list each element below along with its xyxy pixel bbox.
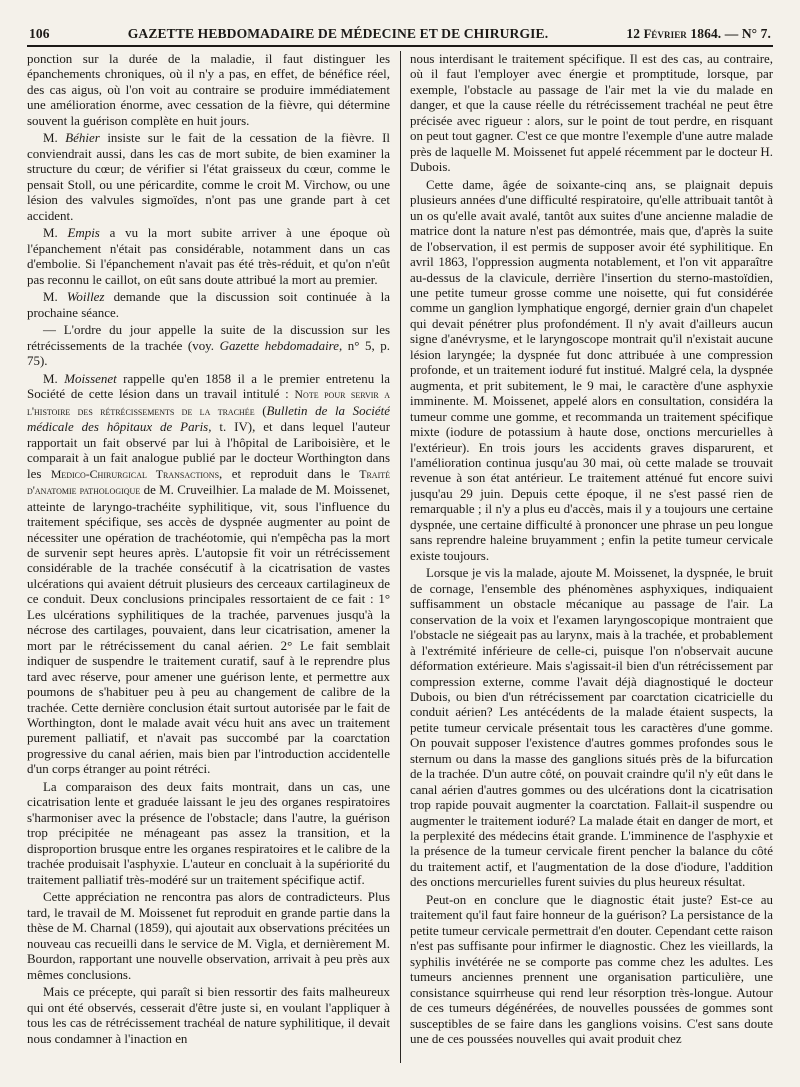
text-run: , et reproduit dans le (219, 465, 360, 481)
smallcaps-text: Traité d'anatomie pathologique (27, 466, 390, 498)
italic-text: Bulletin de la Société médicale des hôpitaux de Paris (27, 402, 390, 435)
text-run: demande que la discussion soit continuée à la prochaine séance. (27, 289, 390, 320)
paragraph (27, 289, 390, 320)
text-run: Cette dame, âgée de soixante-cinq ans, se plaignait depuis plusieurs années d'une difficulté respiratoire, qu'elle attribuait tantôt à un os qu'elle avait avalé, tantôt aux suites d'une ancienne maladie de matrice dont la nature n'est pas démontrée, mais que, d'après la suite de l'observation, il est permis de supposer avoir été syphilitique. En avril 1863, l'oppression augmenta notablement, et l'on vit apparaître au-dessus de la clavicule, derrière l'insertion du sterno-mastoïdien, une petite tumeur grosse comme une noisette, qui fut considérée comme un ganglion lymphatique engorgé, dernier grain d'un chapelet qui devait pénétrer plus profondément. Il n'y avait d'ailleurs aucun signe d'anévrysme, et le laryngoscope montrait qu'il n'existait aucune lésion laryngée; la dyspnée fut donc attribuée à une compression profonde, et un traitement ioduré fut institué. Malgré cela, la dyspnée augmenta, et prit subitement, le 9 mai, le caractère d'une asphyxie imminente. M. Moissenet, appelé alors en consultation, considéra la tumeur comme une gomme, et recommanda un traitement spécifique mixte (iodure de potassium à haute dose, onctions mercurielles à l'extérieur). En trois jours les accidents graves disparurent, et l'amélioration continua jusqu'au 30 mai, où cette malade se trouvait revenue à son état antérieur. Le traitement atténué fut encore suivi jusqu'au 29 juin. Depuis cette époque, il ne s'est passé rien de remarquable ; il n'y a plus eu d'accès, mais il y a toujours une certaine dyspnée, une certaine difficulté à prononcer une phrase un peu longue sans reprendre haleine bruyamment ; enfin la petite tumeur cervicale existe toujours. (410, 176, 773, 563)
left-column (27, 51, 390, 1071)
text-run: Cette appréciation ne rencontra pas alors de contradicteurs. Plus tard, le travail de M. Moissenet fut reproduit en grande partie dans la thèse de M. Charnal (1859), qui ajoutait aux observations précitées un nouveau cas recueilli dans le service de M. Vigla, et dernièrement M. Bourdon, rapportant une nouvelle observation, arrivait à peu près aux mêmes conclusions. (27, 889, 390, 982)
paragraph (27, 371, 390, 777)
issue-number: — N° 7. (724, 26, 771, 41)
paragraph (410, 51, 773, 175)
issue-date (626, 26, 771, 42)
date-month: Février (643, 27, 687, 41)
text-run: de M. Cruveilhier. La malade de M. Moissenet, atteinte de laryngo-trachéite syphilitique, vit, sous l'influence du traitement spécifique, ses accès de dyspnée augmenter au point de nécessiter une opération de trachéotomie, qui n'empêcha pas la mort de survenir sept heures après. L'autopsie fit voir un rétrécissement considérable de la trachée consécutif à la cicatrisation de vastes ulcérations qui avaient détruit plusieurs des cerceaux cartilagineux de ce conduit. Deux conclusions principales ressortaient de ce fait : 1° Les ulcérations syphilitiques de la trachée, parvenues jusqu'à la nécrose des cartilages, pouvaient, dans leur cicatrisation, amener la mort par le rétrécissement du canal aérien. 2° Le fait semblait indiquer de suspendre le traitement curatif, sauf à le reprendre plus tard avec réserve, pour amener une guérison lente, et permettre aux poumons de s'habituer peu à peu au changement de calibre de la trachée. Cette dernière conclusion était surtout autorisée par le fait de Worthington, dont le malade avait vécu huit ans avec un traitement purement palliatif, et n'avait pas succombé par la coarctation progressive du canal aérien, mais bien par l'introduction accidentelle d'un corps étranger au point rétréci. (27, 482, 390, 777)
paragraph (410, 177, 773, 563)
text-run: insiste sur le fait de la cessation de la fièvre. Il conviendrait aussi, dans les cas de mort subite, de bien examiner la structure du cœur; de vérifier si l'état graisseux du cœur, comme le pensait Stoll, ou une péricardite, comme le croit M. Virchow, ou une lésion des valvules sigmoïdes, n'ont pas une grande part à cet accident. (27, 130, 390, 223)
page-number: 106 (29, 26, 50, 41)
text-run: M. (43, 371, 65, 386)
date-year: 1864. (690, 26, 722, 41)
smallcaps-text: Medico-Chirurgical Transactions (50, 466, 220, 481)
text-run: Peut-on en conclure que le diagnostic était juste? Est-ce au traitement qu'il faut faire honneur de la guérison? La persistance de la petite tumeur cervicale permettrait d'en douter. Cependant cette raison n'est pas suffisante pour infirmer le diagnostic. Chez les vieillards, la syphilis invétérée ne se comporte pas comme chez les adultes. Les tumeurs anciennes prennent une organisation particulière, une consistance squirrheuse qui rend leur résorption très-longue. Autour de ces tumeurs dégénérées, de nouvelles poussées de gommes sont susceptibles de se faire dans les ganglions voisins. C'est sans doute une de ces poussées nouvelles qui avait produit chez (410, 892, 773, 1047)
paragraph (27, 51, 390, 128)
text-run: , t. IV), et dans lequel l'auteur rapportait un fait observé par lui à l'hôpital de Lariboisière, et le comparait à un fait analogue publié par le docteur Worthington dans les (27, 419, 390, 481)
paragraph (410, 565, 773, 890)
text-run: — L'ordre du jour appelle la suite de la discussion sur les rétrécissements de la trachée (voy. (27, 322, 390, 353)
right-column (410, 51, 773, 1071)
text-columns (27, 51, 773, 1071)
paragraph (27, 322, 390, 368)
paragraph (27, 130, 390, 223)
column-rule (400, 51, 401, 1063)
text-run: nous interdisant le traitement spécifique. Il est des cas, au contraire, où il faut l'employer avec énergie et promptitude, lorsque, par exemple, l'obstacle au passage de l'air met la vie du malade en danger, et que la cause réelle du rétrécissement trachéal ne peut être précisée avec rigueur : alors, sur le point de tout perdre, en risquant on peut tout gagner. C'est ce que montre l'exemple d'une autre malade près de laquelle M. Moissenet fut appelé récemment par le docteur H. Dubois. (410, 51, 773, 175)
text-run: M. (43, 130, 66, 146)
italic-text: Gazette hebdomadaire (219, 337, 339, 353)
text-run: M. (43, 289, 67, 305)
text-run: M. (43, 225, 68, 241)
text-run: rappelle qu'en 1858 il a le premier entretenu la Société de cette lésion dans un travail intitulé : (27, 371, 390, 402)
paragraph (27, 889, 390, 982)
text-run: , n° 5, p. 75). (27, 337, 390, 369)
smallcaps-text: Note pour servir a l'histoire des rétrécissements de la trachée (27, 387, 390, 418)
text-run: ( (254, 402, 267, 418)
italic-text: Woillez (66, 289, 105, 305)
italic-text: Béhier (65, 130, 100, 146)
italic-text: Empis (67, 225, 100, 241)
text-run: Mais ce précepte, qui paraît si bien ressortir des faits malheureux qui ont été observés, cesserait d'être juste si, en voulant l'appliquer à tous les cas de rétrécissement trachéal de nature syphilitique, il devait nous condamner à l'inaction en (27, 984, 390, 1046)
text-run: La comparaison des deux faits montrait, dans un cas, une cicatrisation lente et graduée laissant le jeu des organes respiratoires s'harmoniser avec la présence de l'obstacle; dans l'autre, la guérison trop précipitée ne ménageant pas assez la transition, et la disproportion brusque entre les organes respiratoires et le calibre de la trachée produisait l'asphyxie. L'auteur en concluait à la supériorité du traitement palliatif très-modéré sur un traitement spécifique actif. (27, 778, 390, 887)
text-run: Lorsque je vis la malade, ajoute M. Moissenet, la dyspnée, le bruit de cornage, l'ensemble des phénomènes asphyxiques, indiquaient suffisamment un obstacle mécanique au passage de l'air. La conservation de la voix et l'examen laryngoscopique montraient que l'obstacle ne siégeait pas au larynx, mais à la trachée, et probablement à l'extrémité inférieure de celle-ci, puisque l'on n'observait aucune déformation extérieure. Mais s'agissait-il bien d'un rétrécissement par compression externe, comme l'avait déjà diagnostiqué le docteur Dubois, ou bien d'un rétrécissement par coarctation cicatricielle du conduit aérien? Les antécédents de la malade étaient suspects, la petite tumeur cervicale présentait tous les caractères d'une gomme. On pouvait supposer l'existence d'autres gommes profondes sous le sternum ou dans la masse des ganglions situés près de la bifurcation de la trachée. D'un autre côté, on pouvait craindre qu'il n'y eût dans le canal aérien d'autres gommes ou des ulcérations dont la cicatrisation trop rapide pouvait augmenter la coarctation. Fallait-il suspendre ou augmenter le traitement ioduré? La malade était en danger de mort, et la perplexité des médecins était grande. L'imminence de l'asphyxie et la présence de la tumeur cervicale firent pencher la balance du côté du traitement actif, et l'augmentation de la dose d'iodure, l'addition des onctions mercurielles furent suivies du plus heureux résultat. (410, 565, 773, 890)
paragraph (27, 779, 390, 887)
text-run: ponction sur la durée de la maladie, il faut distinguer les épanchements chroniques, où il n'y a pas, en effet, de bénéfice réel, des cas aigus, où l'on voit au contraire se produire immédiatement une amélioration énorme, avec cessation de la fièvre, qui détermine souvent la guérison complète en huit jours. (27, 51, 390, 128)
date-day: 12 (626, 26, 641, 41)
italic-text: Moissenet (64, 371, 117, 386)
text-run: a vu la mort subite arriver à une époque où l'épanchement n'était pas considérable, notamment dans un cas d'embolie. Si l'épanchement n'avait pas été très-réduit, et qu'on n'eût pas reconnu le caillot, on eût sans doute attribué la mort au premier. (27, 225, 390, 287)
paragraph (27, 225, 390, 287)
paragraph (27, 984, 390, 1046)
paragraph (410, 892, 773, 1047)
running-head (27, 26, 773, 47)
journal-title: GAZETTE HEBDOMADAIRE DE MÉDECINE ET DE CHIRURGIE. (127, 26, 549, 41)
